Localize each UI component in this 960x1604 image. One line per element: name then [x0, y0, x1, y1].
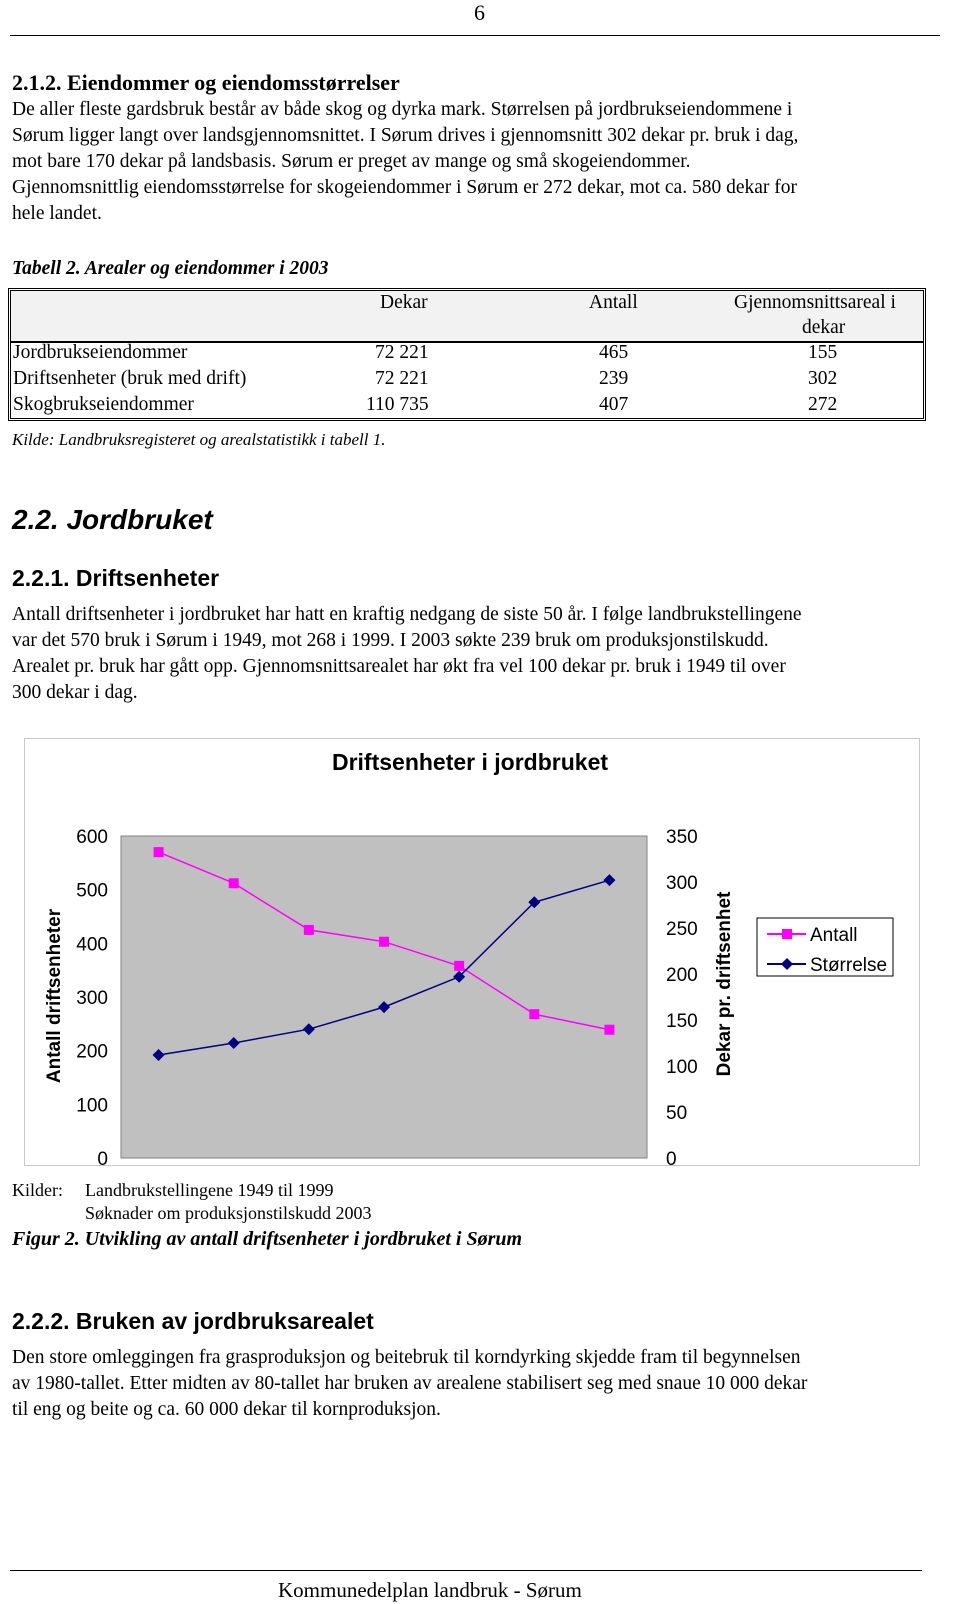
y-tick-label-left: 600 — [76, 827, 108, 848]
page-footer: Kommunedelplan landbruk - Sørum — [278, 1578, 582, 1602]
y-axis-label-left: Antall driftsenheter — [44, 908, 65, 1084]
figure-source: Landbrukstellingene 1949 til 1999 — [85, 1180, 334, 1200]
paragraph-line: mot bare 170 dekar på landsbasis. Sørum er preget av mange og små skogeiendommer. — [12, 151, 691, 172]
section-paragraph-bruken — [12, 1345, 942, 1423]
series-antall-point — [379, 937, 389, 947]
table-cell: 239 — [599, 368, 629, 389]
subsection-heading-bruken: 2.2.2. Bruken av jordbruksarealet — [12, 1308, 374, 1334]
y-tick-label-right: 0 — [666, 1149, 677, 1166]
table-cell-label: Jordbrukseiendommer — [13, 342, 188, 363]
table-caption: Tabell 2. Arealer og eiendommer i 2003 — [12, 258, 329, 279]
legend-label-antall: Antall — [810, 925, 858, 946]
figure-sources-label: Kilder: — [12, 1180, 63, 1200]
section-heading-eiendommer: 2.1.2. Eiendommer og eiendomsstørrelser — [12, 70, 400, 95]
paragraph-line: Antall driftsenheter i jordbruket har hatt en kraftig nedgang de siste 50 år. I følge landbrukstellingene — [12, 604, 802, 625]
table-header-antall: Antall — [589, 292, 638, 313]
figure-caption: Figur 2. Utvikling av antall driftsenheter i jordbruket i Sørum — [12, 1228, 523, 1250]
paragraph-line: 300 dekar i dag. — [12, 682, 138, 703]
line-chart — [24, 738, 920, 1166]
table-cell: 407 — [599, 394, 629, 415]
section-paragraph-eiendommer — [12, 97, 942, 227]
y-tick-label-right: 300 — [666, 873, 698, 894]
y-tick-label-left: 300 — [76, 988, 108, 1009]
table-cell: 465 — [599, 342, 629, 363]
section-paragraph-driftsenheter — [12, 602, 942, 706]
y-tick-label-right: 100 — [666, 1057, 698, 1078]
legend-marker-antall — [782, 929, 792, 939]
paragraph-line: Den store omleggingen fra grasproduksjon og beitebruk til korndyrking skjedde fram til begynnelsen — [12, 1347, 801, 1368]
table-cell: 302 — [808, 368, 838, 389]
plot-area — [121, 836, 647, 1158]
table-source: Kilde: Landbruksregisteret og arealstatistikk i tabell 1. — [12, 430, 386, 449]
y-tick-label-left: 500 — [76, 880, 108, 902]
table-cell: 272 — [808, 394, 838, 415]
paragraph-line: av 1980-tallet. Etter midten av 80-tallet har bruken av arealene stabilisert seg med snaue 10 000 dekar — [12, 1373, 808, 1394]
y-tick-label-left: 100 — [76, 1095, 108, 1117]
series-antall-point — [604, 1025, 614, 1035]
paragraph-line: De aller fleste gardsbruk består av både skog og dyrka mark. Størrelsen på jordbrukseiendommene i — [12, 99, 793, 120]
paragraph-line: til eng og beite og ca. 60 000 dekar til kornproduksjon. — [12, 1399, 441, 1420]
paragraph-line: Arealet pr. bruk har gått opp. Gjennomsnittsarealet har økt fra vel 100 dekar pr. bruk i 1949 til over — [12, 656, 786, 677]
paragraph-line: var det 570 bruk i Sørum i 1949, mot 268 i 1999. I 2003 søkte 239 bruk om produksjonstilskudd. — [12, 630, 769, 651]
series-antall-point — [304, 925, 314, 935]
table-header-dekar-unit: dekar — [802, 317, 846, 338]
y-tick-label-right: 350 — [666, 827, 698, 848]
chart-title: Driftsenheter i jordbruket — [331, 749, 609, 775]
y-tick-label-left: 200 — [76, 1041, 108, 1063]
subsection-heading-driftsenheter: 2.2.1. Driftsenheter — [12, 565, 220, 591]
y-tick-label-right: 250 — [666, 919, 698, 940]
table-cell: 72 221 — [375, 342, 429, 363]
series-antall-point — [454, 961, 464, 971]
table-cell: 72 221 — [375, 368, 429, 389]
y-tick-label-right: 150 — [666, 1011, 698, 1032]
series-antall-point — [229, 878, 239, 888]
y-tick-label-right: 50 — [666, 1103, 688, 1124]
section-heading-jordbruket: 2.2. Jordbruket — [12, 504, 213, 535]
header-rule — [10, 35, 940, 36]
paragraph-line: Sørum ligger langt over landsgjennomsnittet. I Sørum drives i gjennomsnitt 302 dekar pr. bruk i dag, — [12, 125, 799, 146]
table-cell: 110 735 — [366, 394, 429, 415]
figure-source: Søknader om produksjonstilskudd 2003 — [85, 1203, 372, 1223]
y-axis-label-right: Dekar pr. driftsenhet — [714, 891, 735, 1077]
table-header-dekar: Dekar — [380, 292, 428, 313]
series-antall-point — [529, 1009, 539, 1019]
series-antall-point — [154, 847, 164, 857]
y-tick-label-left: 0 — [97, 1149, 108, 1166]
table-cell-label: Skogbrukseiendommer — [13, 394, 194, 415]
footer-rule — [10, 1570, 922, 1571]
table-cell-label: Driftsenheter (bruk med drift) — [13, 368, 247, 389]
table-header-gjennomsnittsareal: Gjennomsnittsareal i — [734, 292, 896, 313]
y-tick-label-right: 200 — [666, 965, 698, 986]
page-number: 6 — [474, 0, 485, 25]
y-tick-label-left: 400 — [76, 934, 108, 956]
legend-label-storrelse: Størrelse — [810, 955, 888, 976]
paragraph-line: Gjennomsnittlig eiendomsstørrelse for skogeiendommer i Sørum er 272 dekar, mot ca. 580 dekar for — [12, 177, 797, 198]
table-cell: 155 — [808, 342, 838, 363]
paragraph-line: hele landet. — [12, 203, 102, 224]
